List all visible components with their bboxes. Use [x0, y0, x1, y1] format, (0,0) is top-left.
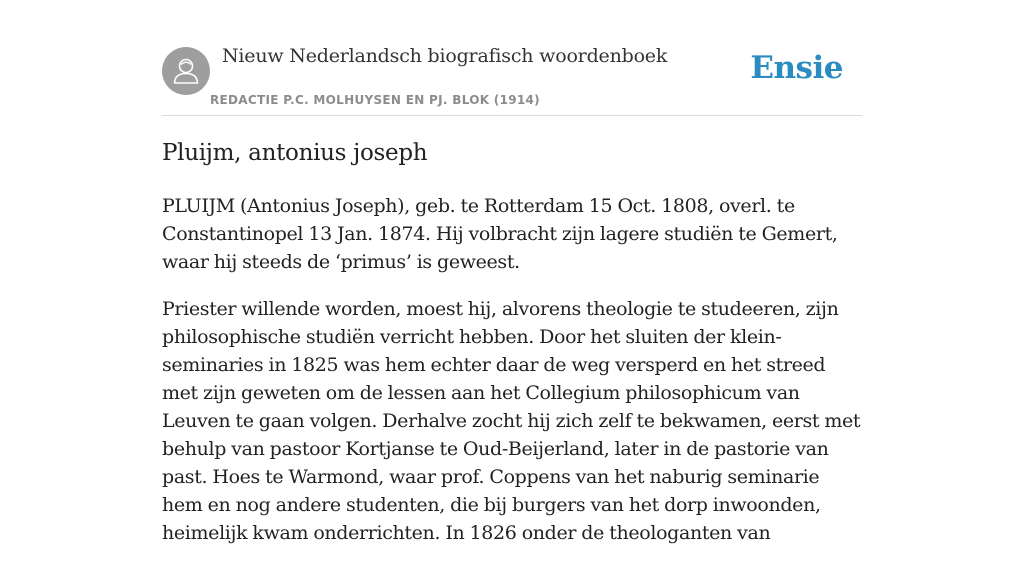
content-column	[162, 0, 862, 544]
user-icon	[162, 47, 210, 95]
source-editors: REDACTIE P.C. MOLHUYSEN EN PJ. BLOK (1914)	[210, 93, 540, 107]
entry-paragraph: PLUIJM (Antonius Joseph), geb. te Rotterdam 15 Oct. 1808, overl. te Constantinopel 13 Jan. 1874. Hij volbracht zijn lagere studiën te Gemert, waar hij steeds de ‘primus’ is geweest.	[162, 195, 838, 273]
entry-paragraph: Priester willende worden, moest hij, alvorens theologie te studeeren, zijn philosophische studiën verricht hebben. Door het sluiten der klein-seminaries in 1825 was hem echter daar de weg versperd en het streed met zijn geweten om de lessen aan het Collegium philosophicum van Leuven te gaan volgen. Derhalve zocht hij zich zelf te bekwamen, eerst met behulp van pastoor Kortjanse te Oud-Beijerland, later in de pastorie van past. Hoes te Warmond, waar prof. Coppens van het naburig seminarie hem en nog andere studenten, die bij burgers van het dorp inwoonden, heimelijk kwam onderrichten. In 1826 onder de theologanten van	[162, 298, 861, 544]
source-header	[162, 0, 862, 116]
ensie-logo[interactable]: Ensie	[750, 50, 843, 86]
entry-title: Pluijm, antonius joseph	[162, 140, 428, 166]
entry-body	[162, 192, 862, 566]
source-title[interactable]: Nieuw Nederlandsch biografisch woordenboek	[222, 45, 668, 67]
